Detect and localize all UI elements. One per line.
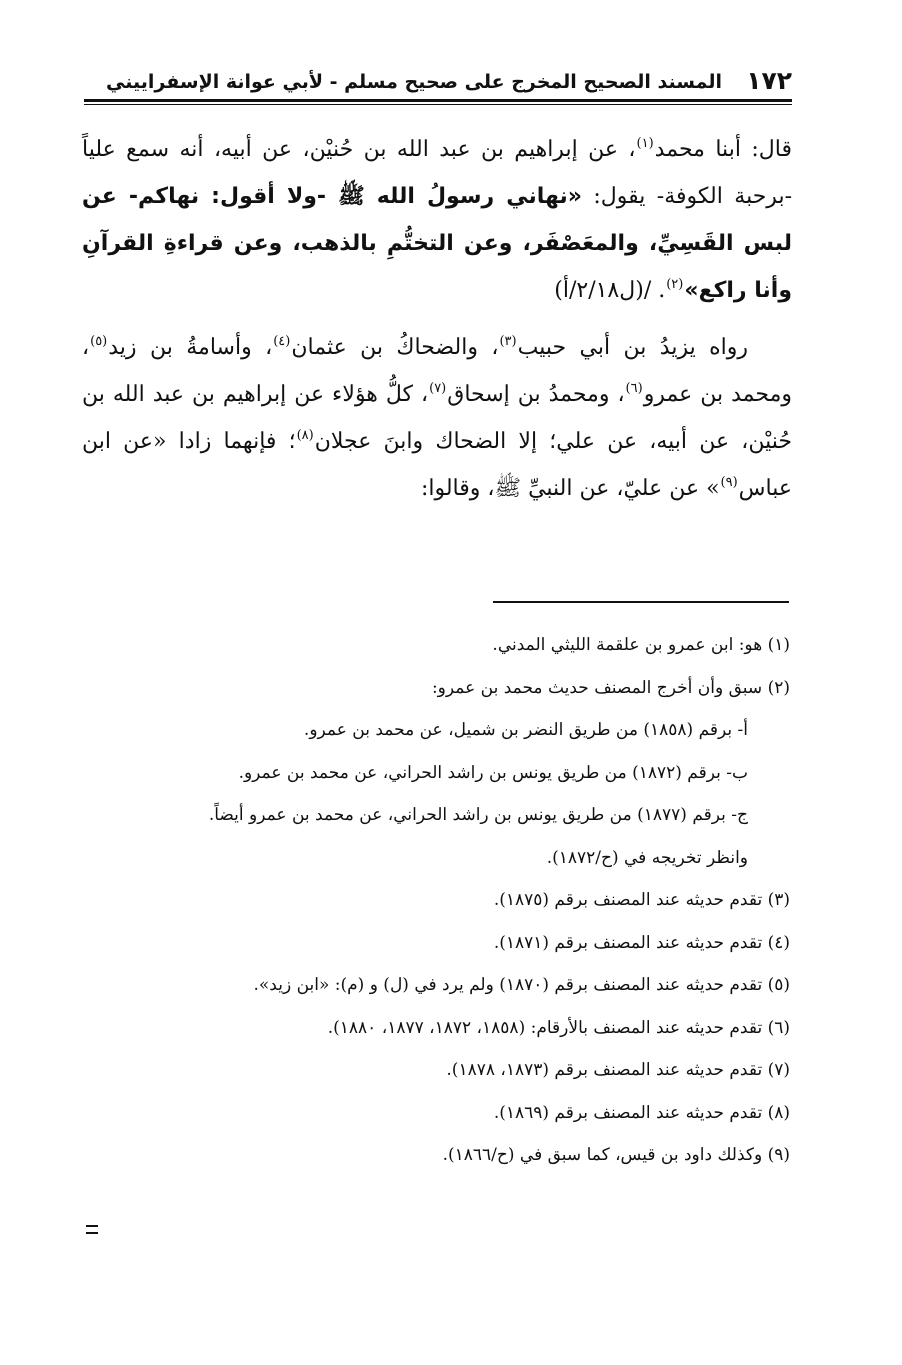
footnote-ref-6: (٦) [625, 381, 643, 396]
footnote-3: (٣) تقدم حديثه عند المصنف برقم (١٨٧٥). [493, 890, 790, 910]
paragraph-narrators [82, 324, 792, 512]
page-number: ١٧٢ [746, 66, 792, 95]
footnote-6: (٦) تقدم حديثه عند المصنف بالأرقام: (١٨٥٨، ١٨٧٢، ١٨٧٧، ١٨٨٠). [327, 1017, 790, 1038]
text-span: . /(ل٢/١٨/أ) [554, 278, 666, 303]
footnote-2-b: ب- برقم (١٨٧٢) من طريق يونس بن راشد الحراني، عن محمد بن عمرو. [238, 762, 748, 783]
footnote-8: (٨) تقدم حديثه عند المصنف برقم (١٨٦٩). [493, 1102, 790, 1123]
header-rule [84, 99, 792, 105]
footnote-2-c: ج- برقم (١٨٧٧) من طريق يونس بن راشد الحراني، عن محمد بن عمرو أيضاً. [208, 805, 748, 825]
footnote-9: (٩) وكذلك داود بن قيس، كما سبق في (ح/١٨٦٦). [442, 1145, 790, 1165]
hadith-quote: «نهاني رسولُ الله ﷺ -ولا أقول: نهاكم- عن لبس القَسِيِّ، والمعَصْفَر، وعن التختُّمِ بالذهب، وعن قراءةِ القرآنِ وأنا راكع» [82, 184, 792, 303]
footnote-ref-1: (١) [636, 136, 654, 151]
footnote-separator [493, 601, 789, 603]
footnote-ref-8: (٨) [296, 428, 314, 443]
footnote-2: (٢) سبق وأن أخرج المصنف حديث محمد بن عمرو: [431, 677, 790, 698]
text-span: قال: أبنا محمد [654, 137, 792, 162]
footnote-ref-3: (٣) [499, 334, 517, 349]
footnote-ref-4: (٤) [273, 334, 291, 349]
footnote-2-note: وانظر تخريجه في (ح/١٨٧٢). [546, 847, 748, 868]
book-title: المسند الصحيح المخرج على صحيح مسلم - لأبي عوانة الإسفراييني [106, 71, 722, 93]
footnote-7: (٧) تقدم حديثه عند المصنف برقم (١٨٧٣، ١٨٧٨). [446, 1060, 790, 1080]
main-text [82, 126, 792, 512]
footnotes [84, 624, 790, 1177]
footnote-ref-2: (٢) [666, 277, 684, 292]
running-header [84, 66, 792, 98]
text-span: ، كلُّ هؤلاء عن إبراهيم بن عبد الله بن حُنيْن، عن أبيه، عن علي؛ إلا الضحاك وابنَ عجلان [82, 382, 792, 454]
text-span: ، وأسامةُ بن زيد [108, 335, 273, 360]
footnote-4: (٤) تقدم حديثه عند المصنف برقم (١٨٧١). [493, 932, 790, 953]
text-span: ، ومحمدُ بن إسحاق [447, 382, 625, 407]
text-span: ؛ فإنهما زادا «عن ابن عباس [82, 429, 792, 501]
text-span: ، ومحمد بن عمرو [82, 335, 792, 407]
footnote-ref-9: (٩) [720, 475, 738, 490]
footnote-ref-5: (٥) [90, 334, 108, 349]
footnote-ref-7: (٧) [429, 381, 447, 396]
text-span: ، عن إبراهيم بن عبد الله بن حُنيْن، عن أبيه، أنه سمع علياً -برحبة الكوفة- يقول: [82, 137, 792, 209]
footnote-1: (١) هو: ابن عمرو بن علقمة الليثي المدني. [492, 635, 790, 655]
footnote-5: (٥) تقدم حديثه عند المصنف برقم (١٨٧٠) ولم يرد في (ل) و (م): «ابن زيد». [253, 975, 790, 995]
text-span: ، والضحاكُ بن عثمان [291, 335, 499, 360]
footnote-2-a: أ- برقم (١٨٥٨) من طريق النضر بن شميل، عن محمد بن عمرو. [303, 720, 748, 740]
text-span: » عن عليّ، عن النبيِّ ﷺ، وقالوا: [420, 476, 720, 501]
paragraph-hadith [82, 126, 792, 314]
text-span: رواه يزيدُ بن أبي حبيب [517, 335, 748, 360]
equals-mark [86, 1225, 98, 1234]
